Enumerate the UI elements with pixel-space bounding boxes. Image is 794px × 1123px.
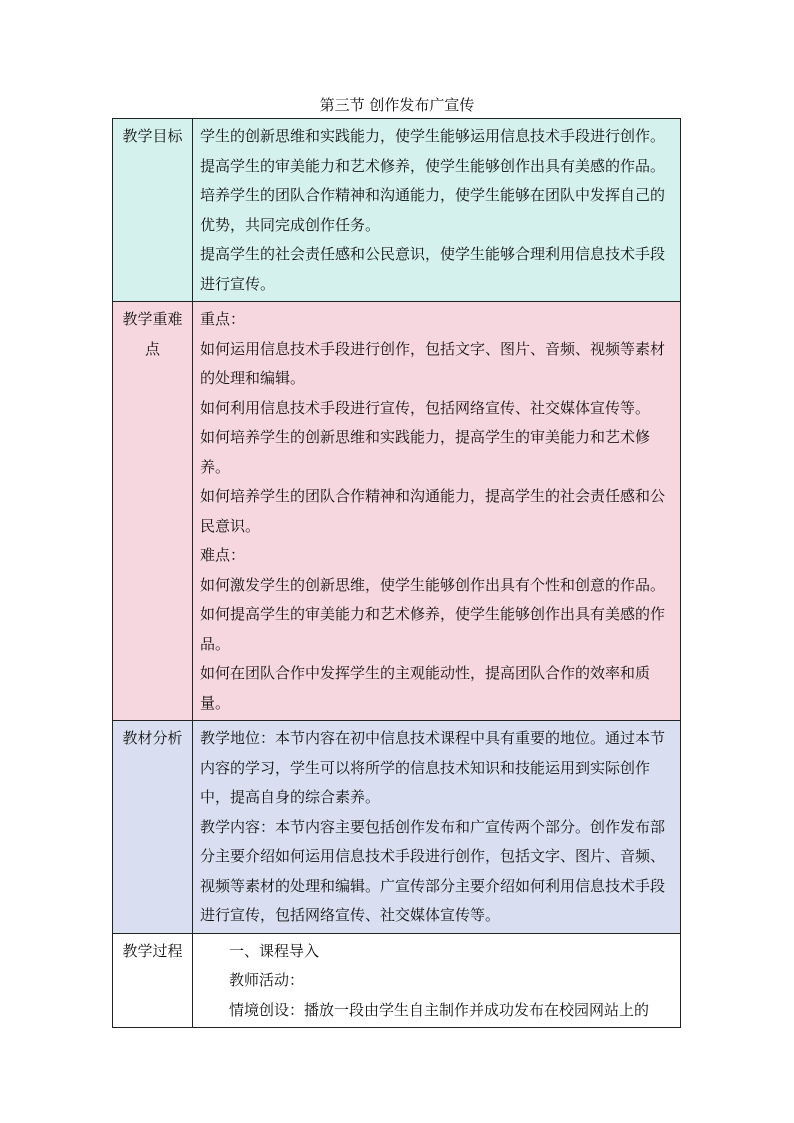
lesson-plan-table: [112, 118, 681, 1028]
row-label: 教学重难点: [122, 310, 183, 358]
paragraph: 一、课程导入: [229, 941, 320, 960]
paragraph: 如何提高学生的审美能力和艺术修养，使学生能够创作出具有美感的作品。: [200, 605, 666, 653]
row-content-cell: [193, 933, 681, 1028]
paragraph: 学生的创新思维和实践能力，使学生能够运用信息技术手段进行创作。: [200, 127, 666, 145]
paragraph: 教学地位：本节内容在初中信息技术课程中具有重要的地位。通过本节内容的学习，学生可以将所学的信息技术知识和技能运用到实际创作中，提高自身的综合素养。: [200, 729, 666, 806]
paragraph: 如何在团队合作中发挥学生的主观能动性，提高团队合作的效率和质量。: [200, 664, 651, 712]
row-label: 教学过程: [122, 941, 183, 960]
row-label-cell: [113, 933, 193, 1028]
paragraph: 提高学生的社会责任感和公民意识，使学生能够合理利用信息技术手段进行宣传。: [200, 245, 666, 293]
paragraph: 培养学生的团队合作精神和沟通能力，使学生能够在团队中发挥自己的优势，共同完成创作任务。: [200, 186, 666, 234]
paragraph: 如何利用信息技术手段进行宣传，包括网络宣传、社交媒体宣传等。: [200, 398, 651, 417]
row-label-cell: [113, 721, 193, 934]
row-label-cell: [113, 119, 193, 302]
row-content-cell: [193, 302, 681, 721]
page-title: 第三节 创作发布广宣传: [319, 96, 475, 114]
paragraph: 如何培养学生的团队合作精神和沟通能力，提高学生的社会责任感和公民意识。: [200, 487, 666, 535]
row-content-cell: [193, 721, 681, 934]
paragraph: 提高学生的审美能力和艺术修养，使学生能够创作出具有美感的作品。: [200, 156, 666, 175]
table-row-material-analysis: [113, 721, 681, 934]
paragraph: 情境创设：播放一段由学生自主制作并成功发布在校园网站上的: [229, 1000, 650, 1019]
paragraph: 如何运用信息技术手段进行创作，包括文字、图片、音频、视频等素材的处理和编辑。: [200, 339, 666, 387]
table-row-key-difficult-points: [113, 302, 681, 721]
paragraph: 重点：: [200, 310, 246, 328]
row-content-cell: [193, 119, 681, 302]
paragraph: 教学内容：本节内容主要包括创作发布和广宣传两个部分。创作发布部分主要介绍如何运用信息技术手段进行创作，包括文字、图片、音频、视频等素材的处理和编辑。广宣传部分主要介绍如何利用信息技术手段进行宣传，包括网络宣传、社交媒体宣传等。: [200, 817, 666, 924]
paragraph: 如何培养学生的创新思维和实践能力，提高学生的审美能力和艺术修养。: [200, 428, 651, 476]
row-label: 教材分析: [122, 729, 183, 747]
row-label: 教学目标: [122, 127, 183, 145]
table-row-teaching-process: [113, 933, 681, 1028]
paragraph: 难点：: [200, 546, 246, 564]
row-label-cell: [113, 302, 193, 721]
paragraph: 如何激发学生的创新思维，使学生能够创作出具有个性和创意的作品。: [200, 575, 666, 594]
table-row-teaching-goals: [113, 119, 681, 302]
paragraph: 教师活动：: [229, 971, 305, 989]
